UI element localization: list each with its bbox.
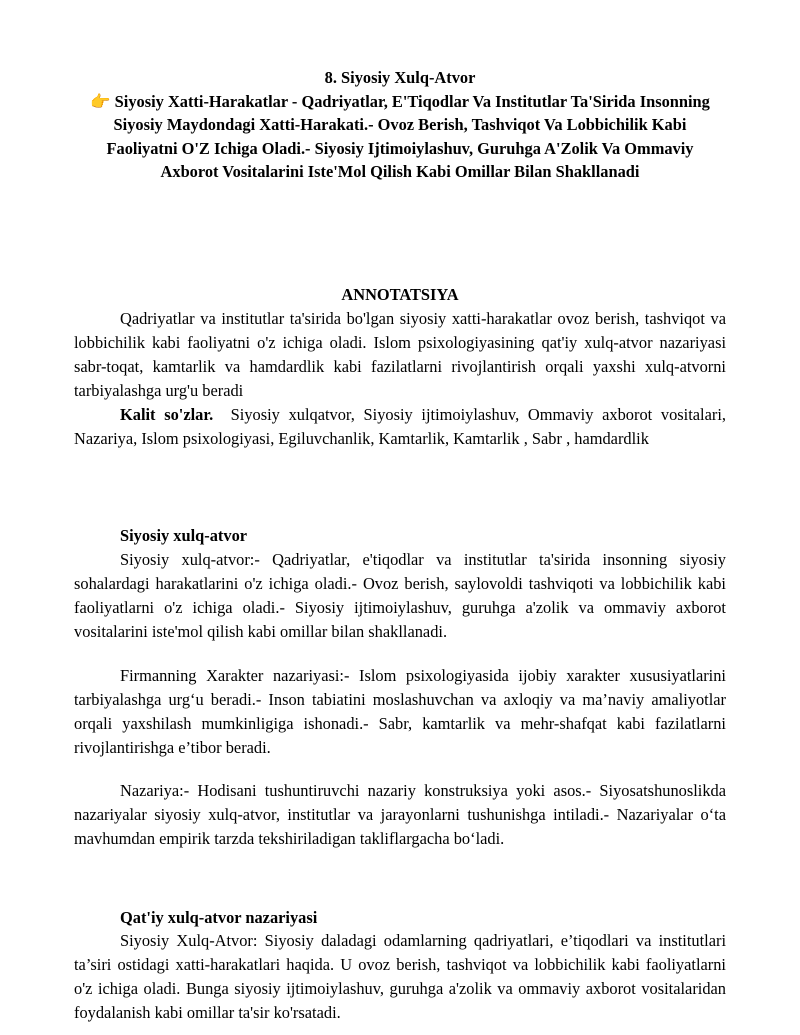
annotation-text: Qadriyatlar va institutlar ta'sirida bo'lgan siyosiy xatti-harakatlar ovoz berish, tashviqot va lobbichilik kabi faoliyatni o'z ichiga oladi. Islom psixologiyasining qat'iy xulq-atvor nazariyasi sabr-toqat, kamtarlik va hamdardlik kabi fazilatlarni rivojlantirish orqali yaxshi xulq-atvorni tarbiyalashga urg'u beradi — [74, 309, 726, 400]
title-block — [80, 66, 720, 184]
body-paragraph: Siyosiy xulq-atvor:- Qadriyatlar, e'tiqodlar va institutlar ta'sirida insonning siyosiy sohalardagi harakatlarini o'z ichiga oladi.- Ovoz berish, saylovoldi tashviqoti va lobbichilik kabi faoliyatlarni o'z ichiga oladi.- Siyosiy ijtimoiylashuv, guruhga a'zolik va ommaviy axborot vositalarini iste'mol qilish kabi omillar bilan shakllanadi. — [74, 550, 726, 641]
annotation-heading: ANNOTATSIYA — [341, 285, 459, 304]
body-paragraph: Siyosiy Xulq-Atvor: Siyosiy daladagi odamlarning qadriyatlari, e’tiqodlari va institutlari ta’siri ostidagi xatti-harakatlari haqida. U ovoz berish, tashviqot va lobbichilik kabi faoliyatlarni o'z ichiga oladi. Bunga siyosiy ijtimoiylashuv, guruhga a'zolik va ommaviy axborot vositalaridan foydalanish kabi omillar ta'sir ko'rsatadi. — [74, 931, 726, 1022]
pointing-hand-icon: 👉 — [90, 91, 111, 111]
keywords-label: Kalit so'zlar. — [120, 405, 214, 424]
body-paragraph: Nazariya:- Hodisani tushuntiruvchi nazariy konstruksiya yoki asos.- Siyosatshunoslikda nazariyalar siyosiy xulq-atvor, institutlar va jarayonlarni tushunishga intiladi.- Nazariyalar o‘ta mavhumdan empirik tarzda tekshiriladigan takliflargacha bo‘ladi. — [74, 781, 726, 848]
section-heading: Siyosiy xulq-atvor — [120, 526, 248, 545]
section-title: 8. Siyosiy Xulq-Atvor — [324, 68, 476, 87]
section-heading: Qat'iy xulq-atvor nazariyasi — [120, 908, 318, 927]
section-subtitle: Siyosiy Xatti-Harakatlar - Qadriyatlar, E'Tiqodlar Va Institutlar Ta'Sirida Insonning Siyosiy Maydondagi Xatti-Harakati.- Ovoz Berish, Tashviqot Va Lobbichilik Kabi Faoliyatni O'Z Ichiga Oladi.- Siyosiy Ijtimoiylashuv, Guruhga A'Zolik Va Ommaviy Axborot Vositalarini Iste'Mol Qilish Kabi Omillar Bilan Shakllanadi — [106, 91, 710, 182]
keywords-paragraph — [74, 403, 726, 451]
body-paragraph: Firmanning Xarakter nazariyasi:- Islom psixologiyasida ijobiy xarakter xususiyatlarini tarbiyalashga urg‘u beradi.- Inson tabiatini moslashuvchan va axloqiy va ma’naviy amaliyotlar orqali yaxshilash mumkinligiga ishonadi.- Sabr, kamtarlik va mehr-shafqat kabi fazilatlarni rivojlantirishga e’tibor beradi. — [74, 666, 726, 757]
keywords-text: Siyosiy xulqatvor, Siyosiy ijtimoiylashuv, Ommaviy axborot vositalari, Nazariya, Islom psixologiyasi, Egiluvchanlik, Kamtarlik, Kamtarlik , Sabr , hamdardlik — [74, 405, 726, 448]
